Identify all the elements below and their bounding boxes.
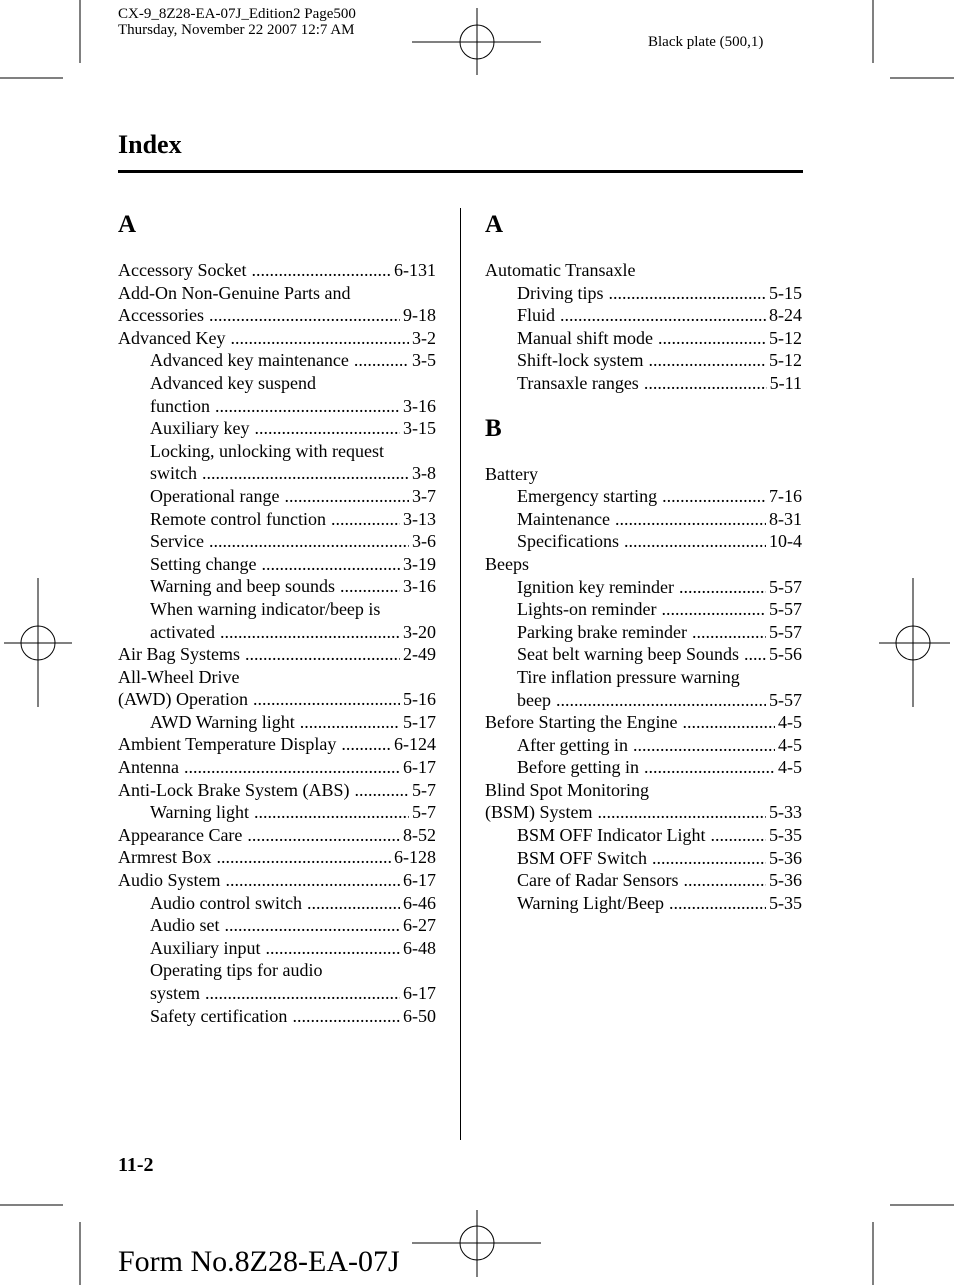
entry-line [150,982,436,1005]
dot-leader [658,327,766,350]
entry-term: Appearance Care [118,824,243,845]
entry-term: Antenna [118,757,179,778]
entry-term: Service [150,531,204,552]
page-reference: 5-57 [769,599,802,620]
entry-line [150,598,436,621]
dot-leader [692,621,766,644]
index-subentry [485,734,802,757]
dot-leader [266,937,401,960]
index-subentry [485,485,802,508]
entry-line [118,666,436,689]
page-reference: 6-124 [394,734,436,755]
dot-leader [209,530,409,553]
dot-leader [300,711,400,734]
entry-line [485,801,802,824]
entry-term: Warning light [150,802,250,823]
entry-line [150,801,436,824]
index-entry [118,327,436,643]
dot-leader [615,508,766,531]
entry-term: Specifications [517,531,619,552]
entry-term: Remote control function [150,508,326,529]
entry-term: Emergency starting [517,486,658,507]
entry-line [517,327,802,350]
page-reference: 3-6 [412,531,436,552]
dot-leader [202,462,409,485]
entry-term: Operating tips for audio [150,960,323,981]
page-reference: 6-27 [403,915,436,936]
dot-leader [354,349,409,372]
index-subentry [485,869,802,892]
entry-term: After getting in [517,734,628,755]
index-subentry [118,959,436,1004]
page-reference: 6-48 [403,937,436,958]
entry-line [517,756,802,779]
index-entry [118,666,436,734]
entry-line [150,485,436,508]
index-subentry [485,282,802,305]
entry-line [150,711,436,734]
entry-term: Setting change [150,553,257,574]
index-subentry [118,417,436,440]
entry-term: Audio System [118,870,221,891]
entry-term: Manual shift mode [517,327,653,348]
entry-line [150,914,436,937]
entry-line [150,417,436,440]
index-entry [485,553,802,711]
index-subentry [485,643,802,666]
index-subentry [485,349,802,372]
index-subentry [118,440,436,485]
dot-leader [184,756,400,779]
entry-term: Anti-Lock Brake System (ABS) [118,779,350,800]
page-reference: 5-33 [769,802,802,823]
index-subentry [118,892,436,915]
index-subentry [485,824,802,847]
dot-leader [661,598,766,621]
dot-leader [226,869,400,892]
entry-line [118,304,436,327]
entry-term: Battery [485,463,538,484]
section-letter-heading: A [118,211,137,238]
index-entry [485,779,802,915]
entry-term: Blind Spot Monitoring [485,779,650,800]
index-section-a [118,211,436,1027]
entry-term: Audio set [150,915,220,936]
entry-line [118,846,436,869]
page-reference: 6-17 [403,757,436,778]
entry-line [517,598,802,621]
entry-term: BSM OFF Switch [517,847,648,868]
page-reference: 3-19 [403,553,436,574]
entry-term: Parking brake reminder [517,621,687,642]
entry-term: Auxiliary input [150,937,261,958]
entry-term: Care of Radar Sensors [517,870,679,891]
entry-term: Ignition key reminder [517,576,674,597]
entry-line [485,463,802,486]
entry-line [517,643,802,666]
entry-line [485,553,802,576]
page-reference: 10-4 [769,531,802,552]
dot-leader [225,914,401,937]
entry-term: Locking, unlocking with request [150,440,384,461]
index-subentry [118,508,436,531]
entry-term: Advanced Key [118,327,226,348]
entry-term: (AWD) Operation [118,689,249,710]
entry-line [517,282,802,305]
entry-term: Before Starting the Engine [485,712,678,733]
dot-leader [215,395,400,418]
dot-leader [560,304,766,327]
entry-term: Operational range [150,485,280,506]
entry-line [150,372,436,395]
entry-term: Warning Light/Beep [517,892,665,913]
page-reference: 8-24 [769,305,802,326]
entry-line [150,937,436,960]
entry-line [118,779,436,802]
registration-mark-bottom [412,1210,541,1277]
index-entry [118,282,436,327]
index-section-a [485,211,802,395]
crop-mark-bottom-left [0,1205,80,1285]
entry-line [517,666,802,689]
page-title: Index [118,130,182,159]
index-subentry [485,530,802,553]
entry-line [118,733,436,756]
index-subentry [485,666,802,711]
entry-term: Auxiliary key [150,418,250,439]
index-subentry [485,372,802,395]
entry-line [517,576,802,599]
entry-term: Accessories [118,305,204,326]
dot-leader [205,982,400,1005]
entry-term: function [150,395,210,416]
index-column-left [118,211,436,1027]
entry-term: Safety certification [150,1005,288,1026]
page-reference: 3-8 [412,463,436,484]
page-reference: 6-17 [403,983,436,1003]
entry-line [150,1005,436,1028]
index-subentry [118,553,436,576]
entry-line [485,711,802,734]
index-subentry [485,304,802,327]
page-reference: 3-7 [412,485,436,506]
entry-line [118,756,436,779]
entry-term: Advanced key maintenance [150,350,349,371]
dot-leader [598,801,766,824]
index-subentry [118,349,436,372]
entry-line [118,282,436,305]
dot-leader [556,689,766,712]
entry-line [150,462,436,485]
entry-line [517,869,802,892]
entry-term: beep [517,689,551,710]
plate-info: Black plate (500,1) [648,34,764,50]
entry-term: Before getting in [517,757,639,778]
dot-leader [744,643,766,666]
page-reference: 5-57 [769,689,802,710]
dot-leader [609,282,766,305]
index-subentry [118,598,436,643]
entry-line [150,395,436,418]
section-letter-heading: A [485,211,504,238]
entry-line [150,508,436,531]
page-reference: 5-35 [769,825,802,846]
entry-line [150,530,436,553]
job-info-line-1: CX-9_8Z28-EA-07J_Edition2 Page500 [118,6,356,22]
entry-term: Warning and beep sounds [150,576,336,597]
entry-line [118,327,436,350]
dot-leader [340,575,400,598]
page-reference: 3-16 [403,395,436,416]
index-subentry [485,621,802,644]
dot-leader [682,711,775,734]
page-reference: 5-57 [769,576,802,597]
entry-term: BSM OFF Indicator Light [517,825,706,846]
page-reference: 8-31 [769,508,802,529]
index-subentry [485,327,802,350]
job-info-line-2: Thursday, November 22 2007 12:7 AM [118,22,355,38]
dot-leader [247,824,400,847]
index-subentry [485,508,802,531]
page-reference: 9-18 [403,305,436,326]
index-section-b [485,415,802,915]
page-reference: 5-15 [769,282,802,303]
dot-leader [683,869,766,892]
index-entry [485,259,802,395]
page-reference: 7-16 [769,486,802,507]
index-subentry [118,485,436,508]
page-reference: 6-17 [403,870,436,891]
entry-line [517,349,802,372]
dot-leader [711,824,766,847]
dot-leader [341,733,391,756]
entry-term: Seat belt warning beep Sounds [517,644,739,665]
index-subentry [118,1005,436,1028]
section-letter-heading: B [485,414,502,442]
dot-leader [669,892,766,915]
page-reference: 3-20 [403,621,436,642]
entry-line [118,643,436,666]
page-number: 11-2 [118,1154,154,1176]
crop-mark-top-left [0,0,80,78]
entry-term: AWD Warning light [150,711,295,732]
page-reference: 2-49 [403,644,436,665]
dot-leader [253,688,400,711]
entry-term: Accessory Socket [118,260,247,280]
page-reference: 5-17 [403,711,436,732]
page-reference: 5-12 [769,350,802,371]
entry-term: Tire inflation pressure warning [517,666,740,687]
index-subentry [485,756,802,779]
entry-term: Add-On Non-Genuine Parts and [118,282,351,303]
entry-line [485,259,802,282]
index-entry [485,711,802,779]
index-subentry [118,530,436,553]
index-column-right [485,211,802,914]
index-subentry [485,576,802,599]
index-subentry [118,801,436,824]
page-reference: 5-57 [769,621,802,642]
index-entry [118,756,436,779]
page-reference: 5-7 [412,779,436,800]
entry-line [118,824,436,847]
entry-term: (BSM) System [485,802,593,823]
entry-term: Armrest Box [118,847,212,868]
dot-leader [331,508,400,531]
entry-term: Lights-on reminder [517,599,657,620]
index-subentry [485,598,802,621]
page-reference: 3-2 [412,327,436,348]
page-reference: 5-12 [769,327,802,348]
page-reference: 8-52 [403,824,436,845]
dot-leader [644,372,767,395]
index-subentry [118,575,436,598]
dot-leader [284,485,409,508]
index-entry [118,824,436,847]
entry-term: Automatic Transaxle [485,260,636,280]
dot-leader [307,892,400,915]
page-reference: 5-56 [769,644,802,665]
entry-line [150,892,436,915]
dot-leader [245,643,400,666]
entry-term: Ambient Temperature Display [118,734,337,755]
page-reference: 5-36 [769,847,802,868]
index-entry [118,643,436,666]
entry-line [517,824,802,847]
page-reference: 5-36 [769,870,802,891]
entry-line [517,304,802,327]
page-reference: 6-128 [394,847,436,868]
entry-line [150,440,436,463]
entry-term: activated [150,621,215,642]
dot-leader [679,576,766,599]
entry-line [485,779,802,802]
entry-term: Fluid [517,305,556,326]
index-subentry [118,914,436,937]
entry-line [150,621,436,644]
entry-line [150,575,436,598]
entry-term: system [150,983,201,1003]
dot-leader [633,734,775,757]
entry-line [517,689,802,712]
dot-leader [644,756,775,779]
dot-leader [624,530,766,553]
dot-leader [209,304,400,327]
entry-line [517,485,802,508]
dot-leader [217,846,392,869]
registration-mark-right [879,578,950,707]
dot-leader [662,485,766,508]
dot-leader [254,801,409,824]
dot-leader [652,847,766,870]
entry-term: Maintenance [517,508,610,529]
index-entry [118,733,436,756]
entry-term: switch [150,463,197,484]
entry-line [118,869,436,892]
entry-line [517,734,802,757]
entry-line [517,621,802,644]
entry-line [118,259,436,282]
page-reference: 5-16 [403,689,436,710]
page-reference: 3-16 [403,576,436,597]
page-reference: 4-5 [778,712,802,733]
dot-leader [354,779,409,802]
dot-leader [649,349,767,372]
page-reference: 4-5 [778,734,802,755]
entry-term: Beeps [485,553,529,574]
entry-line [150,349,436,372]
entry-term: Transaxle ranges [517,372,639,393]
crop-mark-bottom-right [873,1205,954,1285]
index-subentry [118,711,436,734]
registration-mark-left [4,578,72,707]
crop-mark-top-right [873,0,954,78]
entry-term: Air Bag Systems [118,644,241,665]
dot-leader [220,621,400,644]
page-reference: 5-11 [769,372,802,393]
dot-leader [292,1005,400,1028]
entry-line [517,847,802,870]
page-reference: 5-35 [769,892,802,913]
index-subentry [118,937,436,960]
dot-leader [261,553,400,576]
dot-leader [230,327,409,350]
index-entry [118,869,436,1027]
entry-term: Driving tips [517,282,604,303]
dot-leader [254,417,400,440]
registration-mark-top [412,8,541,75]
entry-line [150,959,436,982]
entry-term: Advanced key suspend [150,372,316,393]
entry-term: Audio control switch [150,892,302,913]
form-number: Form No.8Z28-EA-07J [118,1245,400,1278]
page-reference: 6-50 [403,1005,436,1026]
index-subentry [118,372,436,417]
page-reference: 6-131 [394,260,436,280]
index-subentry [485,847,802,870]
entry-term: All-Wheel Drive [118,666,240,687]
page-reference: 3-13 [403,508,436,529]
page-reference: 3-15 [403,418,436,439]
entry-line [118,688,436,711]
entry-line [150,553,436,576]
page-reference: 6-46 [403,892,436,913]
index-entry [118,779,436,824]
index-entry [118,846,436,869]
entry-term: When warning indicator/beep is [150,598,381,619]
entry-line [517,892,802,915]
entry-line [517,530,802,553]
index-entry [485,463,802,553]
page-reference: 3-5 [412,350,436,371]
page-reference: 4-5 [778,757,802,778]
entry-line [517,372,802,395]
dot-leader [251,259,391,282]
title-rule [118,170,803,173]
index-entry [118,259,436,282]
page-reference: 5-7 [412,802,436,823]
entry-line [517,508,802,531]
column-divider [460,208,461,1140]
index-subentry [485,892,802,915]
entry-term: Shift-lock system [517,350,644,371]
